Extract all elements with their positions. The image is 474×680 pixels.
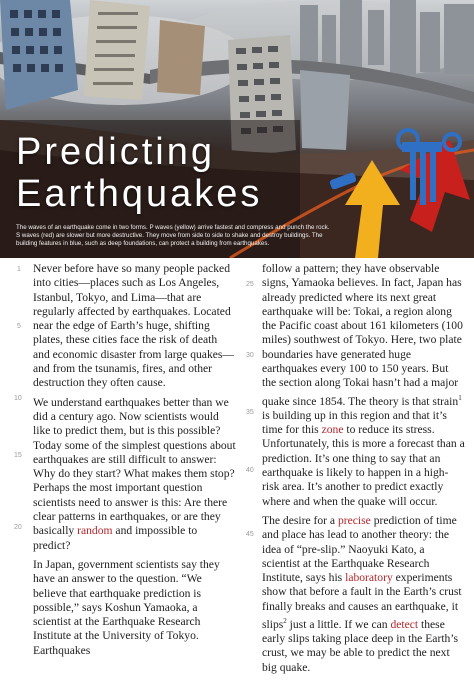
title-line-1: Predicting [16, 131, 215, 173]
line-number: 15 [14, 452, 22, 459]
line-number: 30 [246, 352, 254, 359]
paragraph [33, 396, 236, 553]
vocabulary-word: detect [390, 617, 419, 631]
illustration-caption: The waves of an earthquake come in two forms. P waves (yellow) arrive fastest and compress and punch the rock. S waves (red) are slower but more destructive. They move from side to side to shake and destroy buildings. The building features in blue, such as deep foundations, can protect a building from earthquakes. [16, 224, 330, 248]
paragraph-text: prediction of time and place has lead to another theory: the idea of “pre-slip.” Naoyuki Kato, a scientist at the Earthquake Research Institute, says his [262, 513, 457, 585]
line-number: 10 [14, 395, 22, 402]
title-line-2: Earthquakes [16, 173, 263, 215]
vocabulary-word: zone [321, 423, 344, 437]
paragraph-text: to reduce its stress. Unfortunately, this is more a forecast than a prediction. It’s one thing to say that an earthquake is likely to happen in a high-risk area. It’s another to predict exactly where and when the quake will occur. [262, 423, 465, 508]
paragraph-text: We understand earthquakes better than we did a century ago. Now scientists would like to predict them, but is this possible? Today some of the simplest questions about earthquakes are still difficult to answer: Why do they start? What makes them stop? Perhaps the most important question scientists need to answer is this: Are there clear patterns in earthquakes, or are they basically [33, 395, 236, 538]
vocabulary-word: laboratory [345, 571, 393, 585]
line-number: 25 [246, 281, 254, 288]
footnote-marker: 2 [283, 616, 287, 625]
line-number: 20 [14, 524, 22, 531]
line-number: 45 [246, 531, 254, 538]
paragraph-text: experiments show that before a fault in the Earth’s crust finally breaks and causes an earthquake, it slips [262, 571, 462, 631]
paragraph-text: these early slips taking place deep in the Earth’s crust, we may be able to predict the next big quake. [262, 617, 459, 674]
line-number: 35 [246, 409, 254, 416]
line-number: 5 [17, 323, 21, 330]
vocabulary-word: precise [337, 513, 371, 527]
hero-illustration [0, 0, 474, 258]
article-left-column [33, 262, 236, 663]
paragraph-text: The desire for a [262, 513, 338, 527]
line-number: 40 [246, 467, 254, 474]
paragraph [262, 262, 465, 509]
paragraph-text: follow a pattern; they have observable signs, Yamaoka believes. In fact, Japan has already predicted where its next great earthquake will be: Tokai, a region along the Pacific coast about 161 kilometers (100 miles) southwest of Tokyo. Here, two plate boundaries have generated huge earthquakes every 100 to 150 years. But the section along Tokai hasn’t had a major quake since 1854. The theory is that strain [262, 262, 463, 408]
vocabulary-word: random [77, 524, 113, 538]
paragraph [262, 514, 465, 675]
line-number: 1 [17, 266, 21, 273]
earthquake-city-illustration [0, 0, 474, 258]
paragraph: Never before have so many people packed into cities—places such as Los Angeles, Istanbul, Tokyo, and Lima—that are regularly affected by earthquakes. Located near the edge of Earth’s huge, shifting plates, these cities face the risk of death and economic disaster from large quakes—and from the tsunamis, fires, and other destruction they often cause. [33, 262, 234, 390]
paragraph: In Japan, government scientists say they have an answer to the question. “We believe that earthquake prediction is possible,” says Koshun Yamaoka, a scientist at the Earthquake Research Institute at the University of Tokyo. Earthquakes [33, 557, 220, 657]
footnote-marker: 1 [458, 393, 462, 402]
article-right-column [262, 262, 465, 680]
paragraph-text: and impossible to predict? [33, 524, 198, 552]
paragraph-text: is building up in this region and that it’s time for this [262, 408, 447, 437]
paragraph-text: just a little. If we can [286, 617, 391, 631]
